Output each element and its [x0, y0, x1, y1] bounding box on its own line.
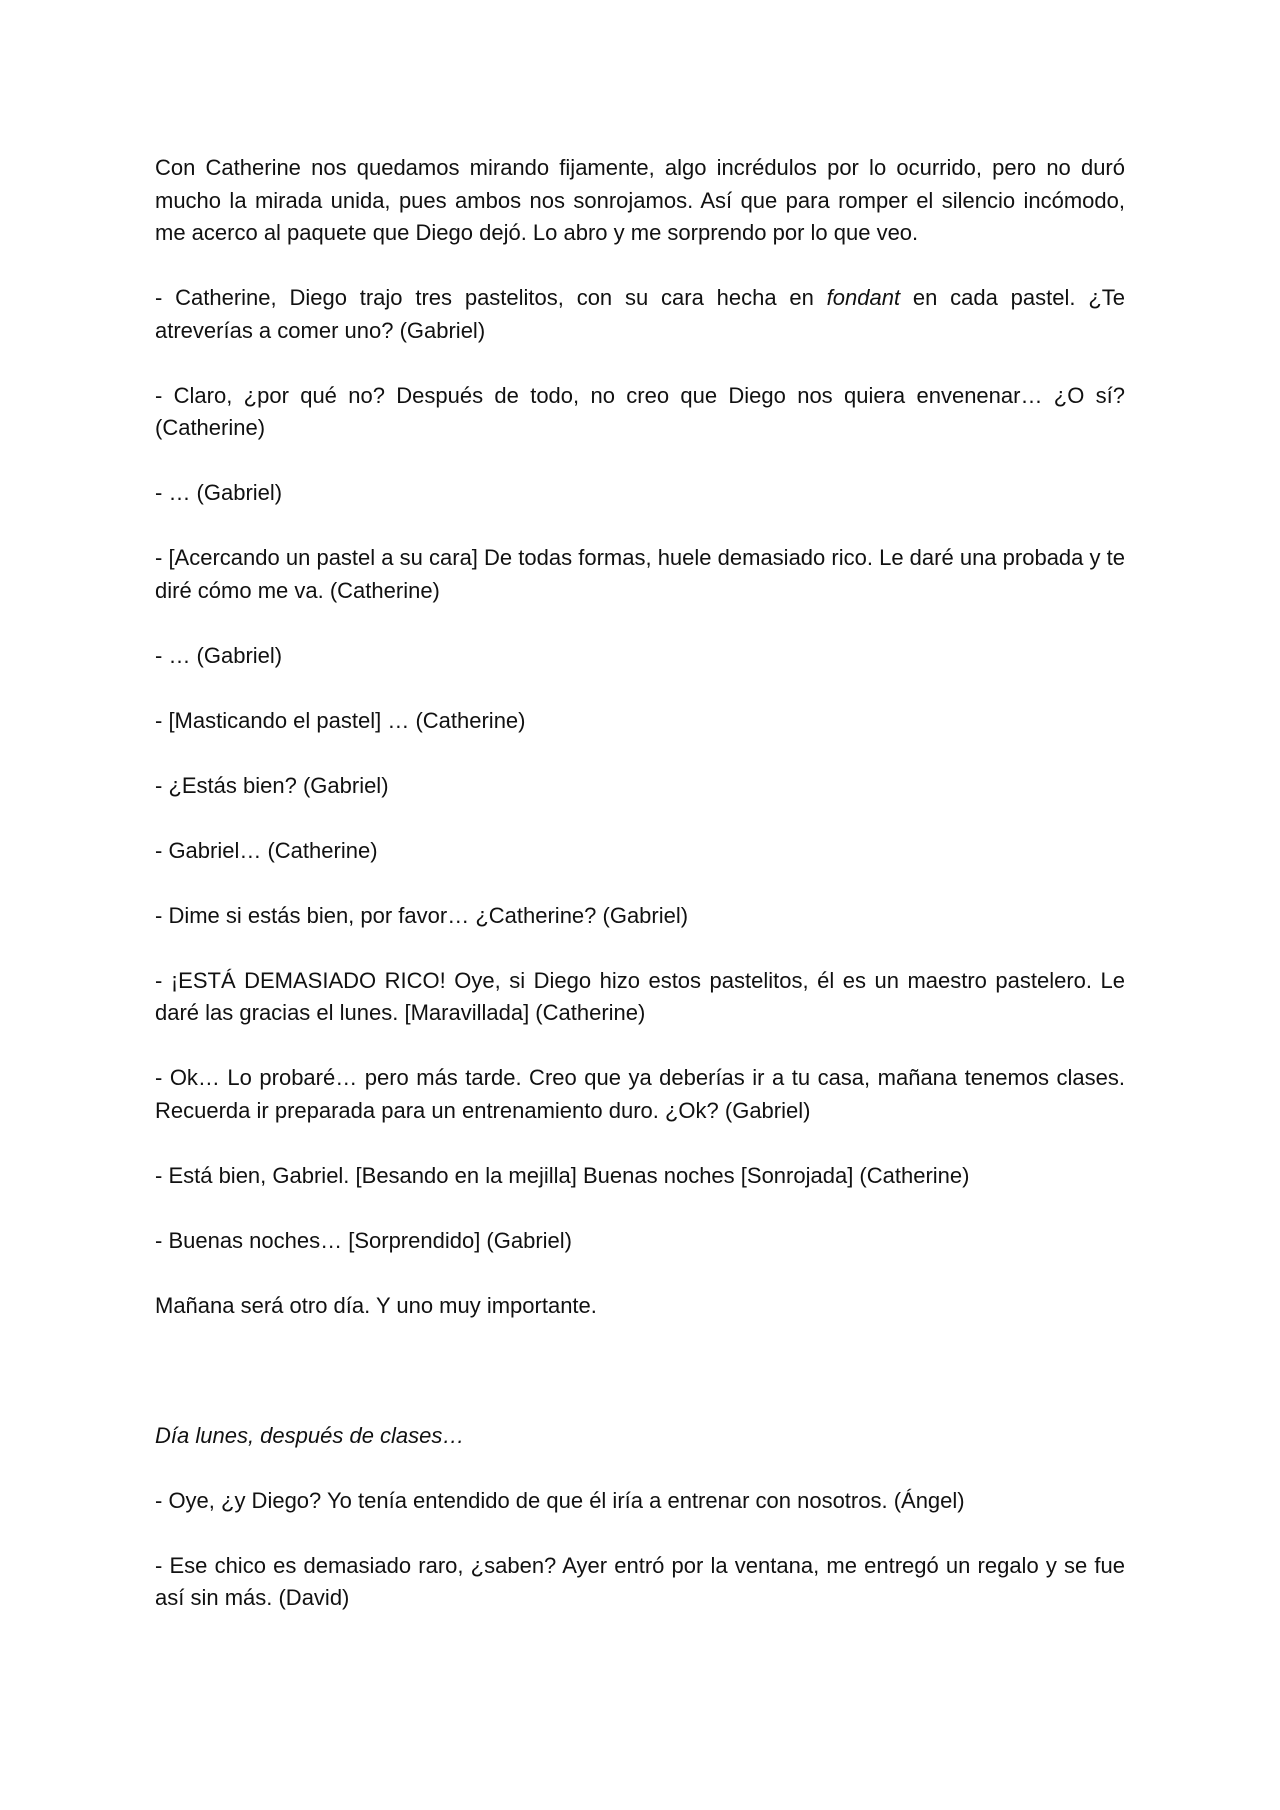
dialogue-line-gabriel: - … (Gabriel) [155, 480, 283, 505]
dialogue-line-catherine: - ¡ESTÁ DEMASIADO RICO! Oye, si Diego hizo estos pastelitos, él es un maestro pastelero. Le daré las gracias el lunes. [Maravillada] (Catherine) [155, 967, 1125, 1025]
dialogue-line-gabriel: - ¿Estás bien? (Gabriel) [155, 772, 389, 798]
dialogue-line-catherine: - Claro, ¿por qué no? Después de todo, no creo que Diego nos quiera envenenar… ¿O sí? (Catherine) [155, 382, 1125, 440]
italic-word: fondant [826, 285, 901, 310]
narration-paragraph: Con Catherine nos quedamos mirando fijamente, algo incrédulos por lo ocurrido, pero no duró mucho la mirada unida, pues ambos nos sonrojamos. Así que para romper el silencio incómodo, me acerco al paquete que Diego dejó. Lo abro y me sorprendo por lo que veo. [155, 155, 1125, 245]
dialogue-line-angel: - Oye, ¿y Diego? Yo tenía entendido de que él iría a entrenar con nosotros. (Ángel) [155, 1487, 965, 1513]
dialogue-line-catherine: - Está bien, Gabriel. [Besando en la mejilla] Buenas noches [Sonrojada] (Catherine) [155, 1162, 970, 1188]
dialogue-text: en cada pastel. ¿Te atreverías a comer uno? (Gabriel) [155, 285, 1125, 343]
dialogue-line-gabriel [155, 282, 1125, 347]
dialogue-line-gabriel: - … (Gabriel) [155, 642, 283, 668]
dialogue-line-david: - Ese chico es demasiado raro, ¿saben? Ayer entró por la ventana, me entregó un regalo y se fue así sin más. (David) [155, 1552, 1125, 1610]
dialogue-line-catherine: - [Masticando el pastel] … (Catherine) [155, 707, 526, 733]
dialogue-line-gabriel: - Ok… Lo probaré… pero más tarde. Creo que ya deberías ir a tu casa, mañana tenemos clases. Recuerda ir preparada para un entrenamiento duro. ¿Ok? (Gabriel) [155, 1065, 1125, 1123]
narration-paragraph: Mañana será otro día. Y uno muy importante. [155, 1292, 597, 1318]
document-body [155, 152, 1125, 1647]
section-gap [155, 1355, 1125, 1420]
dialogue-line-gabriel: - Buenas noches… [Sorprendido] (Gabriel) [155, 1227, 572, 1253]
dialogue-line-catherine: - [Acercando un pastel a su cara] De todas formas, huele demasiado rico. Le daré una probada y te diré cómo me va. (Catherine) [155, 545, 1125, 603]
scene-heading: Día lunes, después de clases… [155, 1422, 465, 1448]
dialogue-line-gabriel: - Dime si estás bien, por favor… ¿Catherine? (Gabriel) [155, 902, 689, 928]
dialogue-line-catherine: - Gabriel… (Catherine) [155, 837, 378, 863]
dialogue-text: - Catherine, Diego trajo tres pastelitos, con su cara hecha en [155, 285, 827, 310]
